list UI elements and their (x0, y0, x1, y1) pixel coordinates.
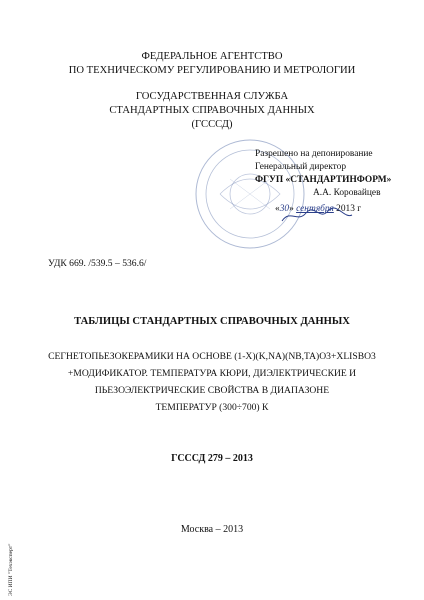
document-subtitle (0, 350, 424, 414)
service-line: ГОСУДАРСТВЕННАЯ СЛУЖБА (135, 91, 289, 102)
date-day: 30 (279, 204, 290, 214)
subtitle-line: СЕГНЕТОПЬЕЗОКЕРАМИКИ НА ОСНОВЕ (1-X)(K,NA)(NB,TA)O3+XLISBO3 (48, 351, 376, 362)
side-watermark (4, 512, 16, 596)
side-watermark-text: ЭС ИПИ "Техэксперт" (8, 543, 14, 596)
approval-date: «30» сентября 2013 г (275, 204, 362, 214)
signature-mark (280, 207, 370, 225)
approval-line: Разрешено на депонирование (255, 149, 373, 159)
document-title: ТАБЛИЦЫ СТАНДАРТНЫХ СПРАВОЧНЫХ ДАННЫХ (74, 316, 350, 327)
agency-block (0, 50, 424, 78)
service-line: СТАНДАРТНЫХ СПРАВОЧНЫХ ДАННЫХ (109, 105, 315, 116)
subtitle-line: ТЕМПЕРАТУР (300÷700) К (155, 402, 269, 413)
place-year: Москва – 2013 (180, 524, 244, 535)
service-line: (ГСССД) (191, 119, 233, 130)
approval-line: ФГУП «СТАНДАРТИНФОРМ» (255, 175, 392, 185)
udk-code: УДК 669. /539.5 – 536.6/ (48, 258, 147, 269)
date-year: 2013 г (336, 204, 362, 214)
agency-line: ПО ТЕХНИЧЕСКОМУ РЕГУЛИРОВАНИЮ И МЕТРОЛОГИИ (68, 65, 356, 76)
date-month: сентября (296, 204, 334, 214)
document-number: ГСССД 279 – 2013 (171, 453, 253, 464)
approval-line: Генеральный директор (255, 162, 347, 172)
signatory-name: А.А. Коровайцев (313, 188, 381, 198)
subtitle-line: +МОДИФИКАТОР. ТЕМПЕРАТУРА КЮРИ, ДИЭЛЕКТРИЧЕСКИЕ И (67, 368, 357, 379)
service-block (0, 90, 424, 132)
subtitle-line: ПЬЕЗОЭЛЕКТРИЧЕСКИЕ СВОЙСТВА В ДИАПАЗОНЕ (94, 385, 330, 396)
approval-block (255, 148, 424, 216)
agency-line: ФЕДЕРАЛЬНОЕ АГЕНТСТВО (141, 51, 283, 62)
